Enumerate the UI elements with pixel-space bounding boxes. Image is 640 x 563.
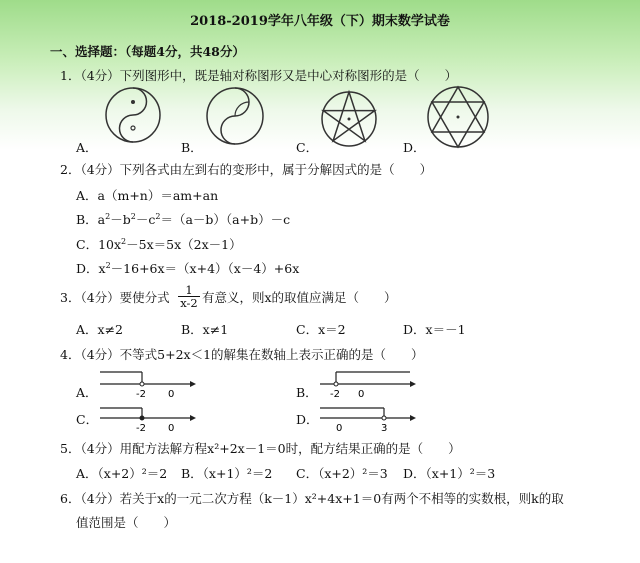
q5-option-c[interactable]: C．（x+2）²＝3 [296, 466, 388, 481]
q3-stem-pre: 3．（4分）要使分式 [60, 290, 170, 305]
q4-option-d[interactable]: D． [296, 412, 319, 427]
q2-d-exp: 2 [105, 261, 111, 270]
q1-stem: 1．（4分）下列图形中，既是轴对称图形又是中心对称图形的是（ ） [60, 68, 458, 83]
q2-b-text-1: B．a [76, 212, 106, 227]
q3-option-a[interactable]: A．x≠2 [76, 322, 124, 337]
q2-d-text-1: D．x [76, 261, 106, 276]
q3-frac-denominator: x-2 [180, 296, 198, 310]
q4-c-tick-2: 0 [168, 423, 175, 434]
q4-c-tick-1: -2 [136, 423, 146, 434]
q2-b-exp-3: 2 [155, 212, 161, 221]
q4-a-tick-2: 0 [168, 389, 175, 400]
q1-option-b[interactable]: B． [181, 140, 203, 155]
q2-c-text-2: －5x＝5x（2x－1） [126, 237, 242, 252]
q1-option-a[interactable]: A． [76, 140, 98, 155]
q2-option-b[interactable] [76, 212, 290, 228]
q1-option-d[interactable]: D． [403, 140, 426, 155]
q2-b-exp-2: 2 [130, 212, 136, 221]
q3-option-b[interactable]: B．x≠1 [181, 322, 229, 337]
q4-d-tick-1: 0 [336, 423, 343, 434]
yin-yang-icon [104, 86, 162, 144]
q6-stem-line2: 值范围是（ ） [76, 515, 177, 530]
q2-option-a[interactable]: A．a（m+n）＝am+an [76, 188, 219, 203]
section-heading: 一、选择题：（每题4分，共48分） [50, 44, 245, 59]
swirl-circle-icon [205, 86, 265, 146]
q5-option-d[interactable]: D．（x+1）²＝3 [403, 466, 496, 481]
q6-stem-line1: 6．（4分）若关于x的一元二次方程（k－1）x²+4x+1＝0有两个不相等的实数根，则k的取 [60, 491, 564, 506]
q4-d-tick-2: 3 [381, 423, 388, 434]
q2-c-exp: 2 [121, 237, 127, 246]
q2-c-text-1: C．10x [76, 237, 122, 252]
q3-stem-post: 有意义，则x的取值应满足（ ） [202, 290, 397, 305]
q5-stem: 5．（4分）用配方法解方程x²+2x－1＝0时，配方结果正确的是（ ） [60, 441, 461, 456]
q4-option-b[interactable]: B． [296, 385, 318, 400]
q2-option-c[interactable] [76, 237, 242, 253]
q1-option-c[interactable]: C． [296, 140, 319, 155]
q3-fraction [178, 284, 200, 309]
pentagram-in-circle-icon [318, 86, 380, 148]
q3-frac-numerator: 1 [178, 284, 200, 297]
q2-b-text-3: －c [135, 212, 156, 227]
q4-a-number-line [98, 366, 198, 400]
q2-stem: 2．（4分）下列各式由左到右的变形中，属于分解因式的是（ ） [60, 162, 433, 177]
q4-b-tick-1: -2 [330, 389, 340, 400]
hexagram-in-circle-icon [425, 84, 491, 150]
q2-b-text-2: －b [110, 212, 131, 227]
q2-d-text-2: －16+6x＝（x+4）（x－4）+6x [110, 261, 300, 276]
q3-option-d[interactable]: D．x＝－1 [403, 322, 466, 337]
q3-option-c[interactable]: C．x＝2 [296, 322, 346, 337]
q5-option-a[interactable]: A．（x+2）²＝2 [76, 466, 168, 481]
q2-option-d[interactable] [76, 261, 299, 277]
q4-a-tick-1: -2 [136, 389, 146, 400]
q4-option-c[interactable]: C． [76, 412, 99, 427]
q2-b-text-4: ＝（a－b）（a+b）－c [160, 212, 291, 227]
q2-b-exp-1: 2 [105, 212, 111, 221]
q5-option-b[interactable]: B．（x+1）²＝2 [181, 466, 273, 481]
q4-b-number-line [318, 366, 418, 400]
page-title: 2018-2019学年八年级（下）期末数学试卷 [190, 14, 450, 29]
q4-stem: 4．（4分）不等式5+2x＜1的解集在数轴上表示正确的是（ ） [60, 347, 424, 362]
q4-option-a[interactable]: A． [76, 385, 98, 400]
q4-b-tick-2: 0 [358, 389, 365, 400]
q4-d-number-line [318, 400, 418, 434]
q4-c-number-line [98, 400, 198, 434]
